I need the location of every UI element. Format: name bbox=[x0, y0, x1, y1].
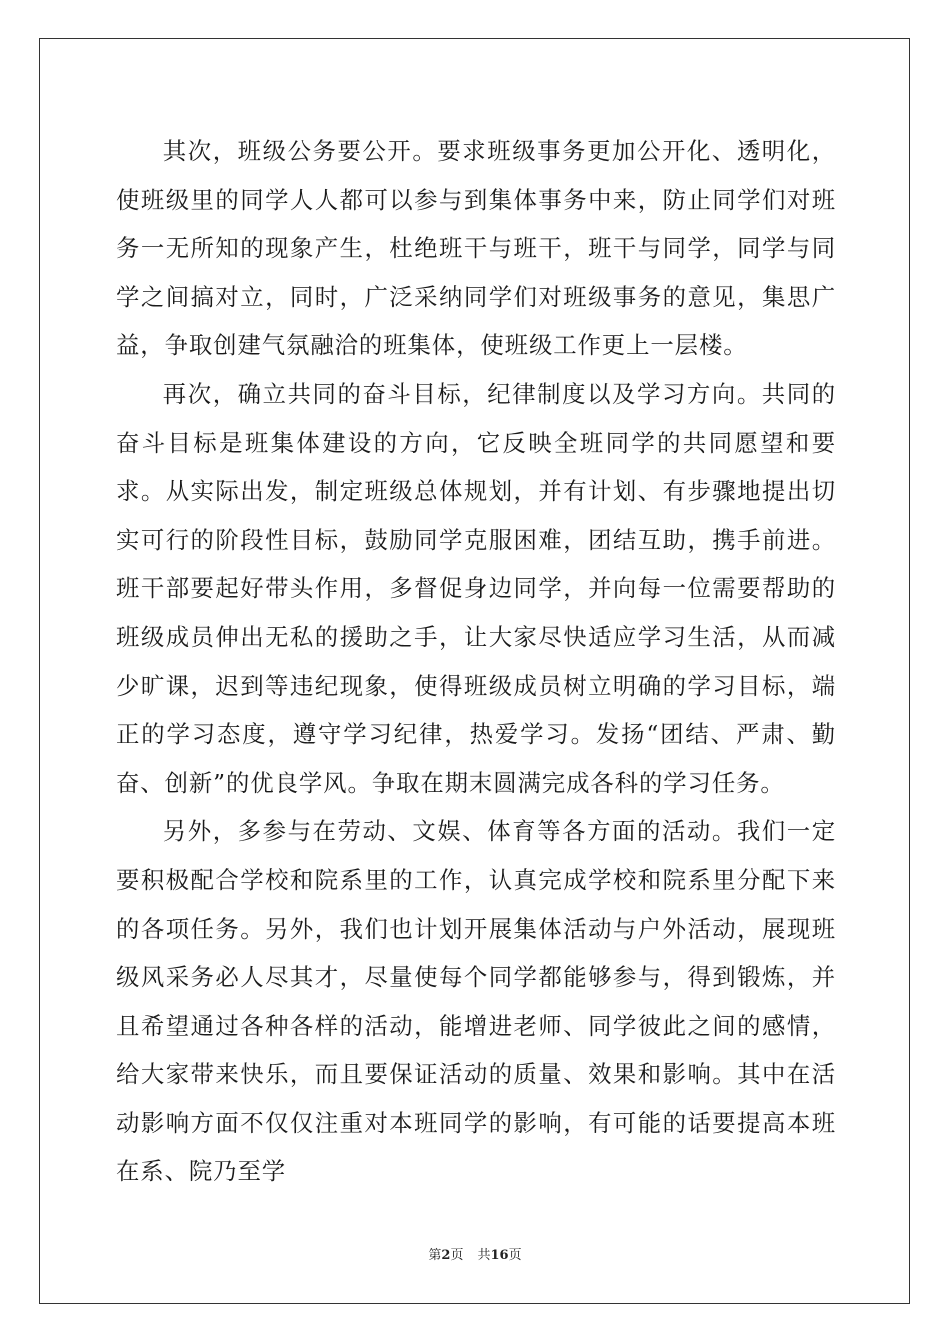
paragraph-1: 其次，班级公务要公开。要求班级事务更加公开化、透明化，使班级里的同学人人都可以参与到集体事务中来，防止同学们对班务一无所知的现象产生，杜绝班干与班干，班干与同学，同学与同学之间搞对立，同时，广泛采纳同学们对班级事务的意见，集思广益，争取创建气氛融洽的班集体，使班级工作更上一层楼。 bbox=[116, 137, 836, 360]
page-suffix: 页 bbox=[450, 1248, 464, 1263]
page-number: 2 bbox=[441, 1248, 451, 1263]
total-pages: 16 bbox=[490, 1248, 509, 1263]
document-body bbox=[116, 127, 836, 1196]
total-prefix: 共 bbox=[477, 1248, 491, 1263]
total-suffix: 页 bbox=[508, 1248, 522, 1263]
page-footer bbox=[0, 1244, 950, 1263]
page-prefix: 第 bbox=[428, 1248, 442, 1263]
paragraph-2: 再次，确立共同的奋斗目标，纪律制度以及学习方向。共同的奋斗目标是班集体建设的方向，它反映全班同学的共同愿望和要求。从实际出发，制定班级总体规划，并有计划、有步骤地提出切实可行的阶段性目标，鼓励同学克服困难，团结互助，携手前进。班干部要起好带头作用，多督促身边同学，并向每一位需要帮助的班级成员伸出无私的援助之手，让大家尽快适应学习生活，从而减少旷课，迟到等违纪现象，使得班级成员树立明确的学习目标，端正的学习态度，遵守学习纪律，热爱学习。发扬“团结、严肃、勤奋、创新”的优良学风。争取在期末圆满完成各科的学习任务。 bbox=[116, 379, 836, 797]
paragraph-3: 另外，多参与在劳动、文娱、体育等各方面的活动。我们一定要积极配合学校和院系里的工作，认真完成学校和院系里分配下来的各项任务。另外，我们也计划开展集体活动与户外活动，展现班级风采务必人尽其才，尽量使每个同学都能够参与，得到锻炼，并且希望通过各种各样的活动，能增进老师、同学彼此之间的感情，给大家带来快乐，而且要保证活动的质量、效果和影响。其中在活动影响方面不仅仅注重对本班同学的影响，有可能的话要提高本班在系、院乃至学 bbox=[116, 817, 836, 1186]
